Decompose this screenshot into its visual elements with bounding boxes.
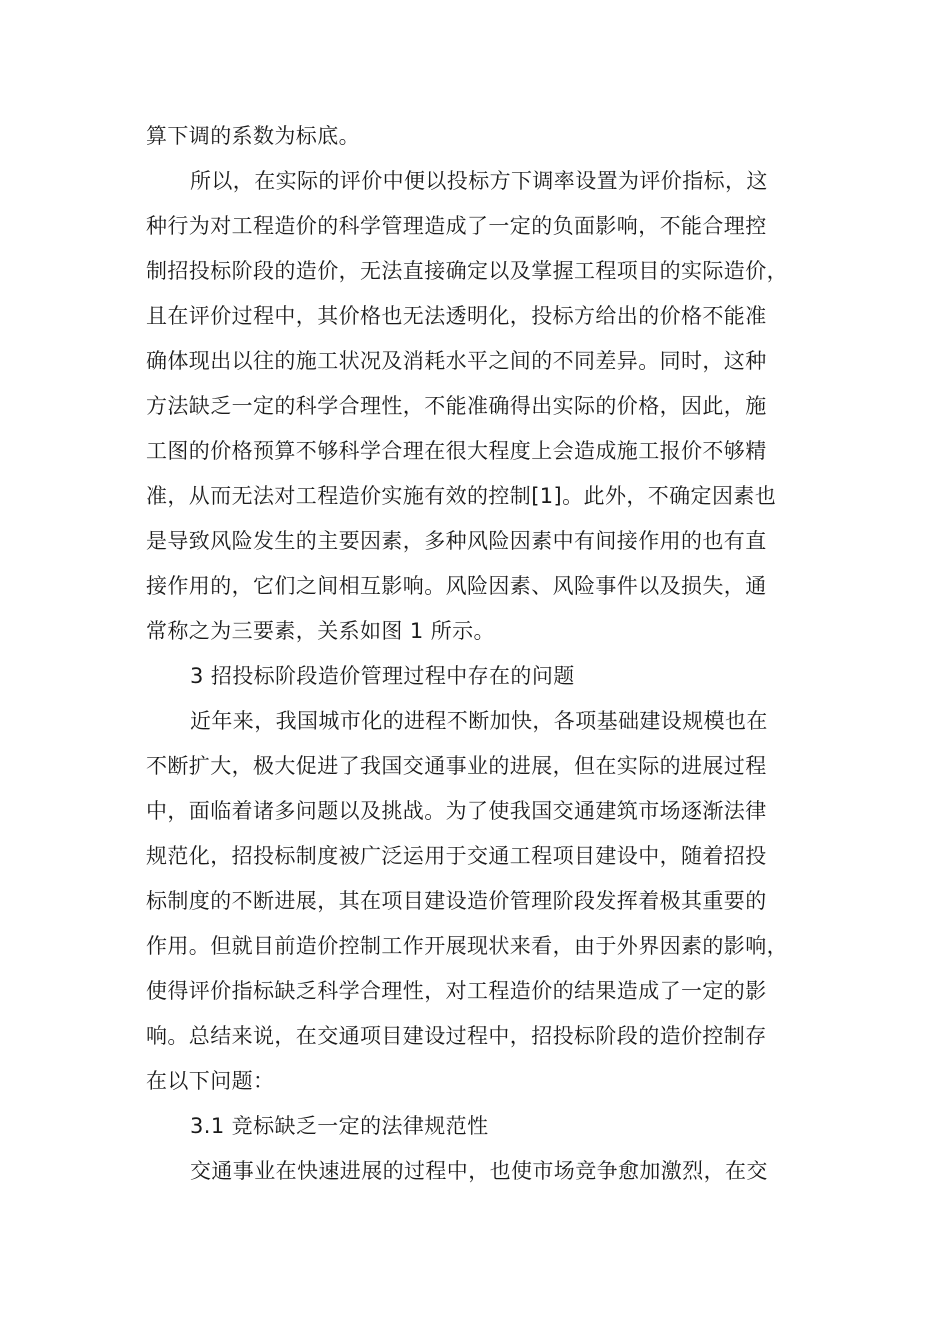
text-line: 中，面临着诸多问题以及挑战。为了使我国交通建筑市场逐渐法律 xyxy=(146,799,767,823)
text-line: 在以下问题： xyxy=(146,1069,275,1093)
text-line: 制招投标阶段的造价，无法直接确定以及掌握工程项目的实际造价， xyxy=(146,259,788,283)
text-line: 接作用的，它们之间相互影响。风险因素、风险事件以及损失，通 xyxy=(146,574,767,598)
text-line: 工图的价格预算不够科学合理在很大程度上会造成施工报价不够精 xyxy=(146,439,767,463)
text-line: 使得评价指标缺乏科学合理性，对工程造价的结果造成了一定的影 xyxy=(146,979,767,1003)
text-line: 作用。但就目前造价控制工作开展现状来看，由于外界因素的影响， xyxy=(146,934,788,958)
text-line: 所以，在实际的评价中便以投标方下调率设置为评价指标，这 xyxy=(190,169,768,193)
document-body xyxy=(146,114,806,1194)
text-line: 且在评价过程中，其价格也无法透明化，投标方给出的价格不能准 xyxy=(146,304,767,328)
text-line: 常称之为三要素，关系如图 1 所示。 xyxy=(146,619,495,643)
text-line: 近年来，我国城市化的进程不断加快，各项基础建设规模也在 xyxy=(190,709,768,733)
text-line: 标制度的不断进展，其在项目建设造价管理阶段发挥着极其重要的 xyxy=(146,889,767,913)
text-line: 准，从而无法对工程造价实施有效的控制[1]。此外，不确定因素也 xyxy=(146,484,777,508)
text-line: 规范化，招投标制度被广泛运用于交通工程项目建设中，随着招投 xyxy=(146,844,767,868)
text-line: 算下调的系数为标底。 xyxy=(146,124,360,148)
text-line: 确体现出以往的施工状况及消耗水平之间的不同差异。同时，这种 xyxy=(146,349,767,373)
text-line: 不断扩大，极大促进了我国交通事业的进展，但在实际的进展过程 xyxy=(146,754,767,778)
text-line: 交通事业在快速进展的过程中，也使市场竞争愈加激烈，在交 xyxy=(190,1159,768,1183)
text-line: 种行为对工程造价的科学管理造成了一定的负面影响，不能合理控 xyxy=(146,214,767,238)
subsection-heading-3-1: 3.1 竞标缺乏一定的法律规范性 xyxy=(190,1114,489,1138)
text-line: 是导致风险发生的主要因素，多种风险因素中有间接作用的也有直 xyxy=(146,529,767,553)
section-heading-3: 3 招投标阶段造价管理过程中存在的问题 xyxy=(190,664,575,688)
text-line: 方法缺乏一定的科学合理性，不能准确得出实际的价格，因此，施 xyxy=(146,394,767,418)
text-line: 响。总结来说，在交通项目建设过程中，招投标阶段的造价控制存 xyxy=(146,1024,767,1048)
